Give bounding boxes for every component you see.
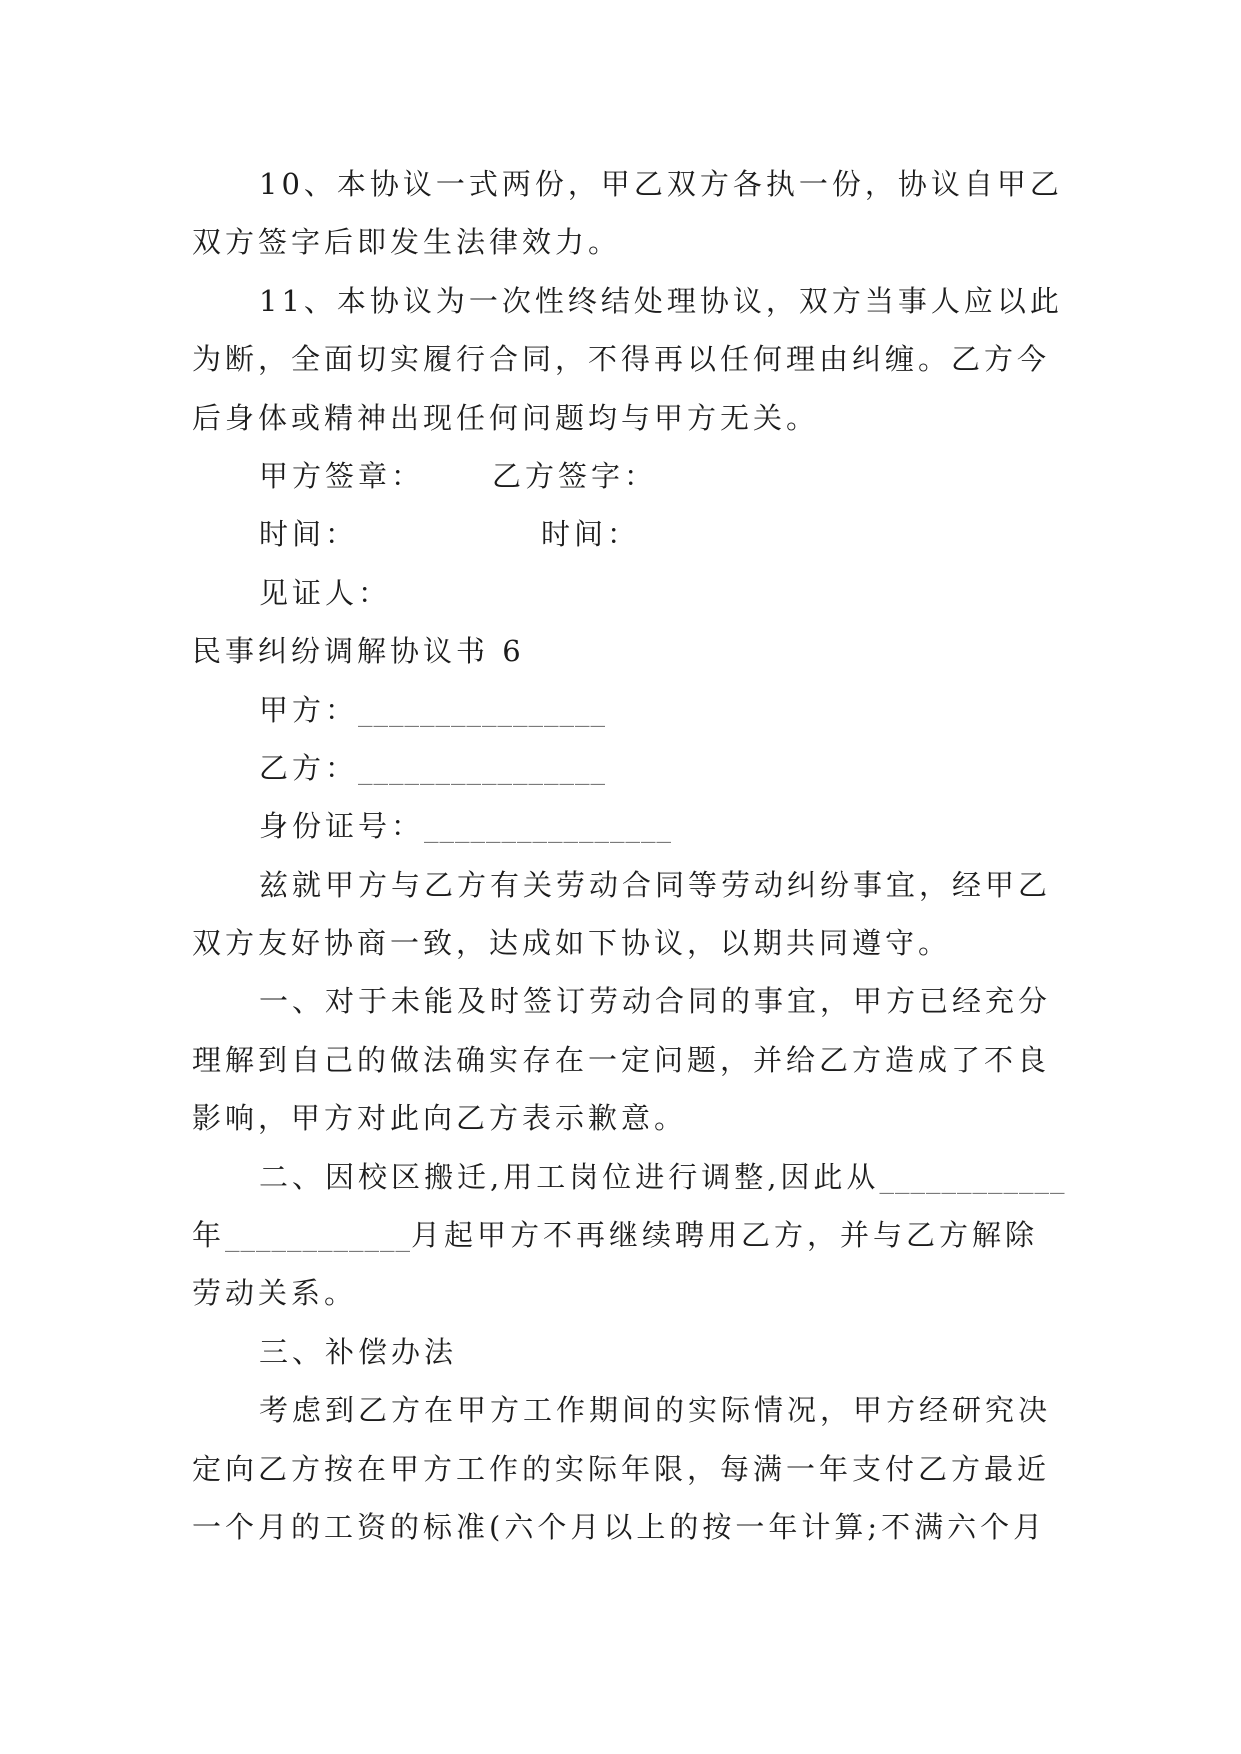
clause-10-line-2: 双方签字后即发生法律效力。 <box>192 225 622 260</box>
party-b-sign-label: 乙方签字： <box>492 458 658 493</box>
clause-11-line-2: 为断，全面切实履行合同，不得再以任何理由纠缠。乙方今 <box>192 342 1051 377</box>
party-a-row <box>192 681 1052 739</box>
preamble-line-2: 双方友好协商一致，达成如下协议，以期共同遵守。 <box>192 926 952 961</box>
id-number-label: 身份证号： <box>259 809 425 844</box>
clause-3-line-2: 定向乙方按在甲方工作的实际年限，每满一年支付乙方最近 <box>192 1451 1051 1486</box>
clause-3-heading: 三、补偿办法 <box>259 1334 458 1369</box>
clause-3-line-3: 一个月的工资的标准(六个月以上的按一年计算;不满六个月 <box>192 1509 1047 1544</box>
party-a-time-label: 时间： <box>259 517 359 552</box>
id-number-row <box>192 797 1052 855</box>
clause-2-blank-1: ____________ <box>879 1159 1066 1194</box>
clause-1-line-3: 影响，甲方对此向乙方表示歉意。 <box>192 1101 688 1136</box>
clause-2-year-label: 年 <box>192 1218 226 1253</box>
agreement-title: 民事纠纷调解协议书 6 <box>192 634 525 669</box>
clause-11-line-3: 后身体或精神出现任何问题均与甲方无关。 <box>192 400 820 435</box>
signature-row <box>192 447 1052 505</box>
party-b-label: 乙方： <box>259 750 359 785</box>
document-body <box>192 155 1066 1556</box>
id-number-blank: ________________ <box>424 809 673 844</box>
clause-3-line-1: 考虑到乙方在甲方工作期间的实际情况，甲方经研究决 <box>259 1393 1052 1428</box>
clause-2-blank-2: ____________ <box>225 1218 412 1253</box>
clause-11-line-1: 11、本协议为一次性终结处理协议，双方当事人应以此 <box>259 283 1063 318</box>
clause-1-line-2: 理解到自己的做法确实存在一定问题，并给乙方造成了不良 <box>192 1042 1051 1077</box>
party-a-label: 甲方： <box>259 692 359 727</box>
party-b-time-label: 时间： <box>541 517 641 552</box>
party-b-row <box>192 739 1052 797</box>
witness-label: 见证人： <box>259 575 392 610</box>
clause-2-line-3: 劳动关系。 <box>192 1276 358 1311</box>
clause-2-text-1: 二、因校区搬迁,用工岗位进行调整,因此从 <box>259 1159 880 1194</box>
preamble-line-1: 兹就甲方与乙方有关劳动合同等劳动纠纷事宜，经甲乙 <box>259 867 1052 902</box>
clause-1-line-1: 一、对于未能及时签订劳动合同的事宜，甲方已经充分 <box>259 984 1052 1019</box>
clause-2-line-1 <box>192 1148 1066 1206</box>
party-a-seal-label: 甲方签章： <box>259 458 425 493</box>
clause-10-line-1: 10、本协议一式两份，甲乙双方各执一份，协议自甲乙 <box>259 167 1063 201</box>
party-a-blank: ________________ <box>358 692 607 727</box>
clause-2-text-2: 月起甲方不再继续聘用乙方，并与乙方解除 <box>411 1218 1039 1253</box>
clause-2-line-2 <box>192 1206 1052 1264</box>
signature-time-row <box>192 505 1052 563</box>
party-b-blank: ________________ <box>358 750 607 785</box>
